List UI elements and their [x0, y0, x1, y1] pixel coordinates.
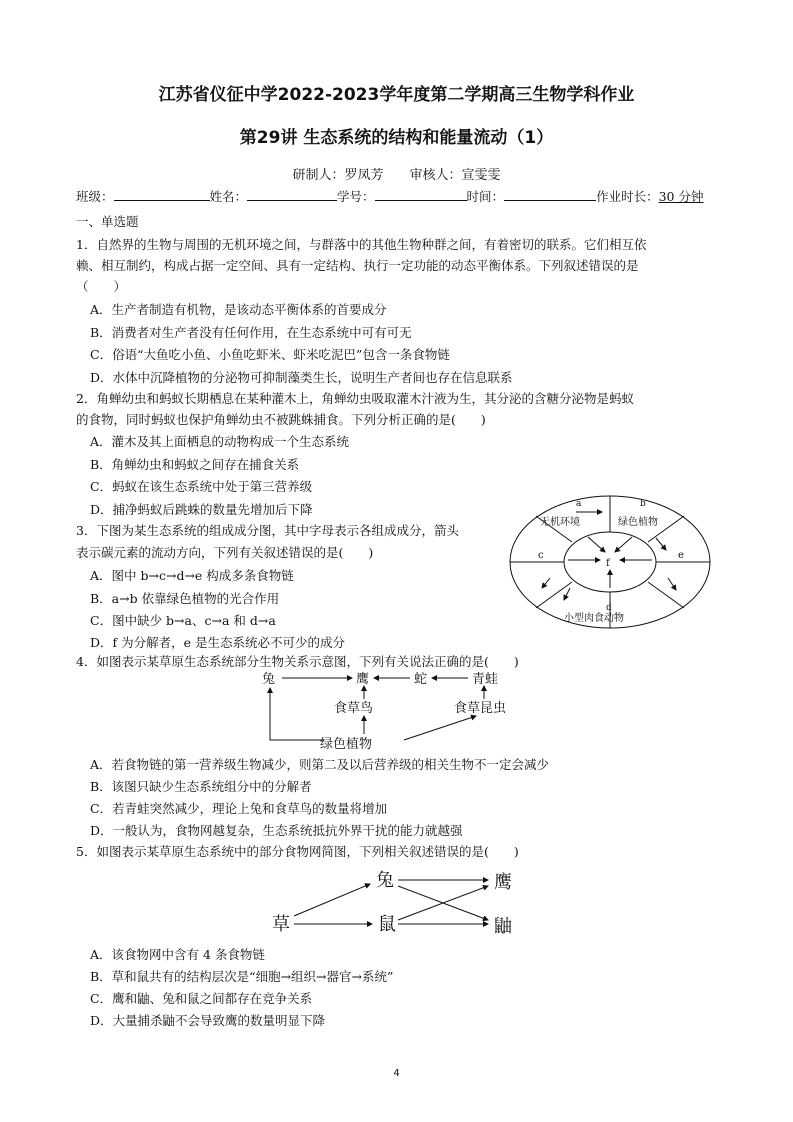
- node-b-label: 绿色植物: [618, 517, 658, 528]
- id-label: 学号：: [337, 189, 375, 204]
- q4-stem-line: 4．如图表示某草原生态系统部分生物关系示意图，下列有关说法正确的是( ): [76, 654, 519, 669]
- class-label: 班级：: [76, 189, 114, 204]
- duration-label: 作业时长：: [596, 189, 659, 204]
- node-bird: 食草鸟: [334, 701, 374, 716]
- node-plant: 绿色植物: [320, 737, 373, 752]
- node-rabbit: 兔: [376, 870, 394, 891]
- node-frog: 青蛙: [472, 672, 499, 687]
- node-insect: 食草昆虫: [454, 701, 507, 716]
- node-mouse: 鼠: [378, 914, 396, 935]
- node-d-label: 小型肉食动物: [564, 613, 624, 624]
- q2-stem-line: 的食物，同时蚂蚁也保护角蝉幼虫不被跳蛛捕食。下列分析正确的是( ): [76, 412, 486, 427]
- student-info-row: [76, 187, 703, 207]
- q4-option-a: A．若食物链的第一营养级生物减少，则第二及以后营养级的相关生物不一定会减少: [90, 757, 550, 772]
- q2-option-b: B．角蝉幼虫和蚂蚁之间存在捕食关系: [90, 457, 300, 472]
- node-hawk: 鹰: [494, 872, 512, 893]
- q5-option-b: B．草和鼠共有的结构层次是“细胞→组织→器官→系统”: [90, 969, 394, 984]
- node-a-label: 无机环境: [540, 517, 580, 528]
- id-field[interactable]: [375, 187, 467, 201]
- page-number: 4: [393, 1068, 400, 1079]
- q2-option-d: D．捕净蚂蚁后跳蛛的数量先增加后下降: [90, 502, 313, 517]
- q1-stem-line: 赖、相互制约，构成占据一定空间、具有一定结构、执行一定功能的动态平衡体系。下列叙述错误的是: [76, 258, 639, 273]
- node-weasel: 鼬: [494, 916, 512, 937]
- spoke-br: [648, 582, 684, 608]
- node-f-letter: f: [606, 558, 610, 569]
- node-grass: 草: [272, 914, 290, 935]
- q2-option-c: C．蚂蚁在该生态系统中处于第三营养级: [90, 479, 313, 494]
- q3-option-d: D．f 为分解者，e 是生态系统必不可少的成分: [90, 635, 345, 650]
- q1-option-d: D．水体中沉降植物的分泌物可抑制藻类生长，说明生产者间也存在信息联系: [90, 370, 513, 385]
- q2-option-a: A．灌木及其上面栖息的动物构成一个生态系统: [90, 434, 350, 449]
- node-e-letter: e: [678, 550, 684, 561]
- arrow-b-to-e: [656, 538, 666, 550]
- q3-option-b: B．a→b 依靠绿色植物的光合作用: [90, 591, 280, 606]
- time-field[interactable]: [504, 187, 596, 201]
- node-d-letter: d: [606, 603, 612, 613]
- node-c-letter: c: [538, 550, 544, 561]
- node-a-letter: a: [576, 499, 582, 509]
- arrow-plant-to-insect: [404, 716, 476, 740]
- q5-stem-line: 5．如图表示某草原生态系统中的部分食物网简图，下列相关叙述错误的是( ): [76, 844, 519, 859]
- arrow-to-c: [542, 578, 550, 588]
- node-b-letter: b: [640, 499, 646, 509]
- q2-stem-line: 2．角蝉幼虫和蚂蚁长期栖息在某种灌木上，角蝉幼虫吸取灌木汁液为生，其分泌的含糖分泌物是蚂蚁: [76, 391, 634, 406]
- duration-value: 30 分钟: [658, 189, 704, 204]
- q5-option-d: D．大量捕杀鼬不会导致鹰的数量明显下降: [90, 1013, 326, 1028]
- arrow-plant-to-rabbit: [270, 688, 324, 740]
- arrow-a-to-f: [588, 537, 605, 552]
- arrow-b-to-f: [615, 537, 632, 552]
- q1-option-a: A．生产者制造有机物，是该动态平衡体系的首要成分: [90, 302, 387, 317]
- section-heading: 一、单选题: [76, 214, 139, 229]
- food-web-diagram: [268, 864, 528, 942]
- arrow-e-to-d: [668, 578, 676, 590]
- arrow-c-to-d: [564, 588, 570, 600]
- q1-option-c: C．俗语“大鱼吃小鱼、小鱼吃虾米、虾米吃泥巴”包含一条食物链: [90, 347, 450, 362]
- node-rabbit: 兔: [262, 672, 276, 687]
- q5-option-c: C．鹰和鼬、兔和鼠之间都存在竞争关系: [90, 991, 313, 1006]
- q4-option-c: C．若青蛙突然减少，理论上兔和食草鸟的数量将增加: [90, 801, 388, 816]
- name-field[interactable]: [247, 187, 337, 201]
- q1-stem-line: （ ）: [76, 279, 127, 294]
- q3-stem-line: 表示碳元素的流动方向，下列有关叙述错误的是( ): [76, 545, 374, 560]
- q3-option-c: C．图中缺少 b→a、c→a 和 d→a: [90, 613, 276, 628]
- q1-stem-line: 1．自然界的生物与周围的无机环境之间，与群落中的其他生物种群之间，有着密切的联系。它们相互依: [76, 237, 647, 252]
- q1-option-b: B．消费者对生产者没有任何作用，在生态系统中可有可无: [90, 325, 412, 340]
- arrow-grass-to-rabbit: [294, 884, 370, 916]
- class-field[interactable]: [114, 187, 210, 201]
- authors-line: 研制人：罗凤芳 审核人：宣雯雯: [292, 168, 501, 183]
- q4-option-d: D．一般认为，食物网越复杂，生态系统抵抗外界干扰的能力就越强: [90, 823, 463, 838]
- page-title: 江苏省仪征中学2022-2023学年度第二学期高三生物学科作业: [158, 85, 635, 105]
- q3-option-a: A．图中 b→c→d→e 构成多条食物链: [90, 568, 294, 583]
- name-label: 姓名：: [209, 189, 248, 204]
- grassland-relation-diagram: [254, 668, 544, 756]
- page-subtitle: 第29讲 生态系统的结构和能量流动（1）: [239, 128, 554, 148]
- node-hawk: 鹰: [356, 672, 370, 687]
- ecosystem-component-diagram: [506, 492, 718, 634]
- q5-option-a: A．该食物网中含有 4 条食物链: [90, 947, 265, 962]
- node-snake: 蛇: [414, 672, 428, 687]
- q4-option-b: B．该图只缺少生态系统组分中的分解者: [90, 779, 312, 794]
- q3-stem-line: 3．下图为某生态系统的组成成分图，其中字母表示各组成成分，箭头: [76, 523, 459, 538]
- time-label: 时间：: [466, 189, 505, 204]
